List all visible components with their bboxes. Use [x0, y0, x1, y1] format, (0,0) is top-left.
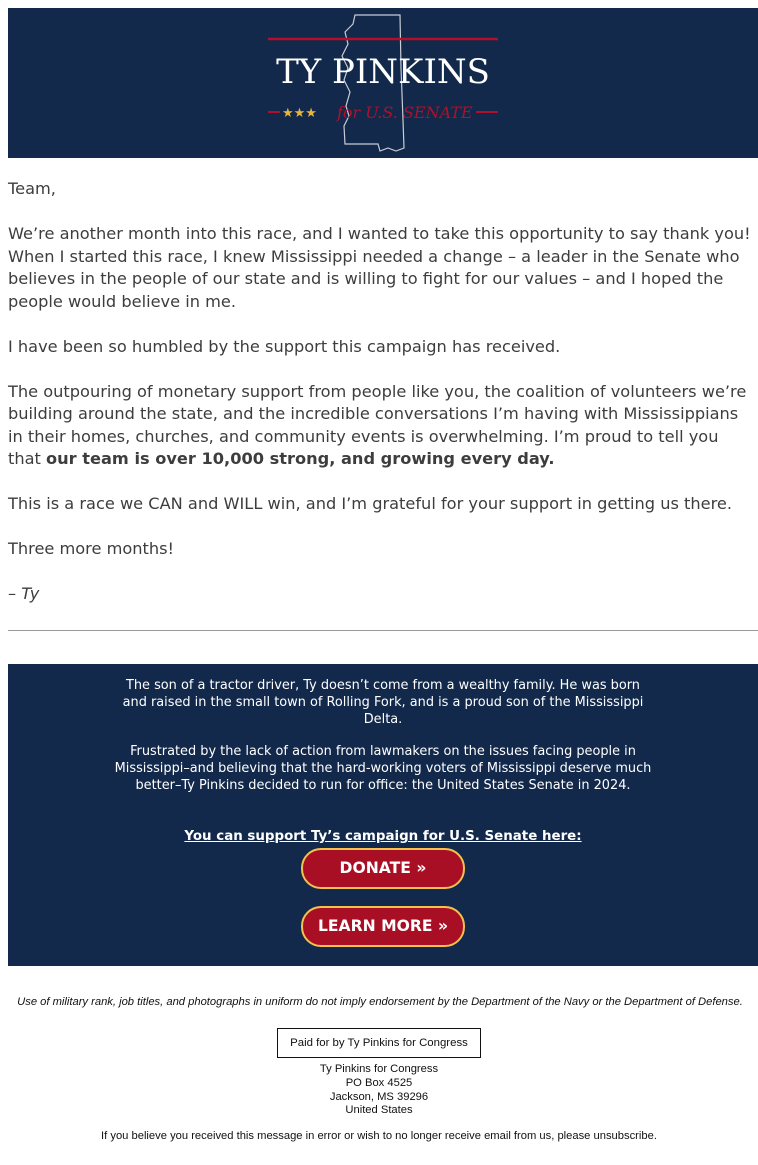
military-disclaimer: Use of military rank, job titles, and photographs in uniform do not imply endorsement by the Department of the Navy or the Department of Defense.: [17, 996, 743, 1008]
address-line-4: United States: [345, 1104, 413, 1117]
bio-paragraph-2: Frustrated by the lack of action from lawmakers on the issues facing people in Mississippi–and believing that the hard-working voters of Mississippi deserve much better–Ty Pinkins decided to run for office: the United States Senate in 2024.: [114, 744, 652, 793]
campaign-header-banner: [8, 8, 758, 158]
letter-paragraph-3-text: The outpouring of monetary support from people like you, the coalition of volunteers we’re building around the state, and the incredible conversations I’m having with Mississippians in their homes, churches, and community events is overwhelming. I’m proud to tell you that: [8, 381, 747, 468]
logo-stars: ★★★: [282, 106, 317, 121]
unsubscribe-notice[interactable]: If you believe you received this message in error or wish to no longer receive email from us, please unsubscribe.: [101, 1130, 657, 1142]
bio-paragraph-1: The son of a tractor driver, Ty doesn’t come from a wealthy family. He was born and raised in the small town of Rolling Fork, and is a proud son of the Mississippi Delta.: [122, 678, 644, 727]
letter-greeting: Team,: [8, 179, 56, 198]
logo-subtitle: for U.S. SENATE: [337, 103, 473, 122]
address-line-3: Jackson, MS 39296: [329, 1090, 429, 1103]
letter-body: [8, 178, 754, 628]
campaign-logo: [8, 8, 758, 158]
address-line-1: Ty Pinkins for Congress: [319, 1063, 439, 1075]
address-line-2: PO Box 4525: [345, 1076, 413, 1089]
letter-signature: – Ty: [8, 584, 40, 603]
logo-name: TY PINKINS: [276, 52, 490, 92]
letter-paragraph-3-bold: our team is over 10,000 strong, and growing every day.: [46, 449, 555, 468]
support-campaign-link[interactable]: You can support Ty’s campaign for U.S. Senate here:: [184, 829, 582, 844]
donate-button[interactable]: DONATE »: [301, 848, 465, 889]
letter-paragraph-3: [8, 381, 754, 471]
letter-paragraph-1: We’re another month into this race, and I wanted to take this opportunity to say thank you! When I started this race, I knew Mississippi needed a change – a leader in the Senate who believes in the people of our state and is willing to fight for our values – and I hoped the people would believe in me.: [8, 224, 751, 311]
letter-paragraph-5: Three more months!: [8, 539, 175, 558]
mailing-address: [0, 1063, 758, 1118]
letter-paragraph-4: This is a race we CAN and WILL win, and I’m grateful for your support in getting us there.: [8, 494, 733, 513]
bio-panel: [8, 664, 758, 966]
paid-for-box: Paid for by Ty Pinkins for Congress: [277, 1028, 481, 1058]
learn-more-button[interactable]: LEARN MORE »: [301, 906, 465, 947]
letter-paragraph-2: I have been so humbled by the support this campaign has received.: [8, 336, 561, 356]
section-divider: [8, 630, 758, 631]
